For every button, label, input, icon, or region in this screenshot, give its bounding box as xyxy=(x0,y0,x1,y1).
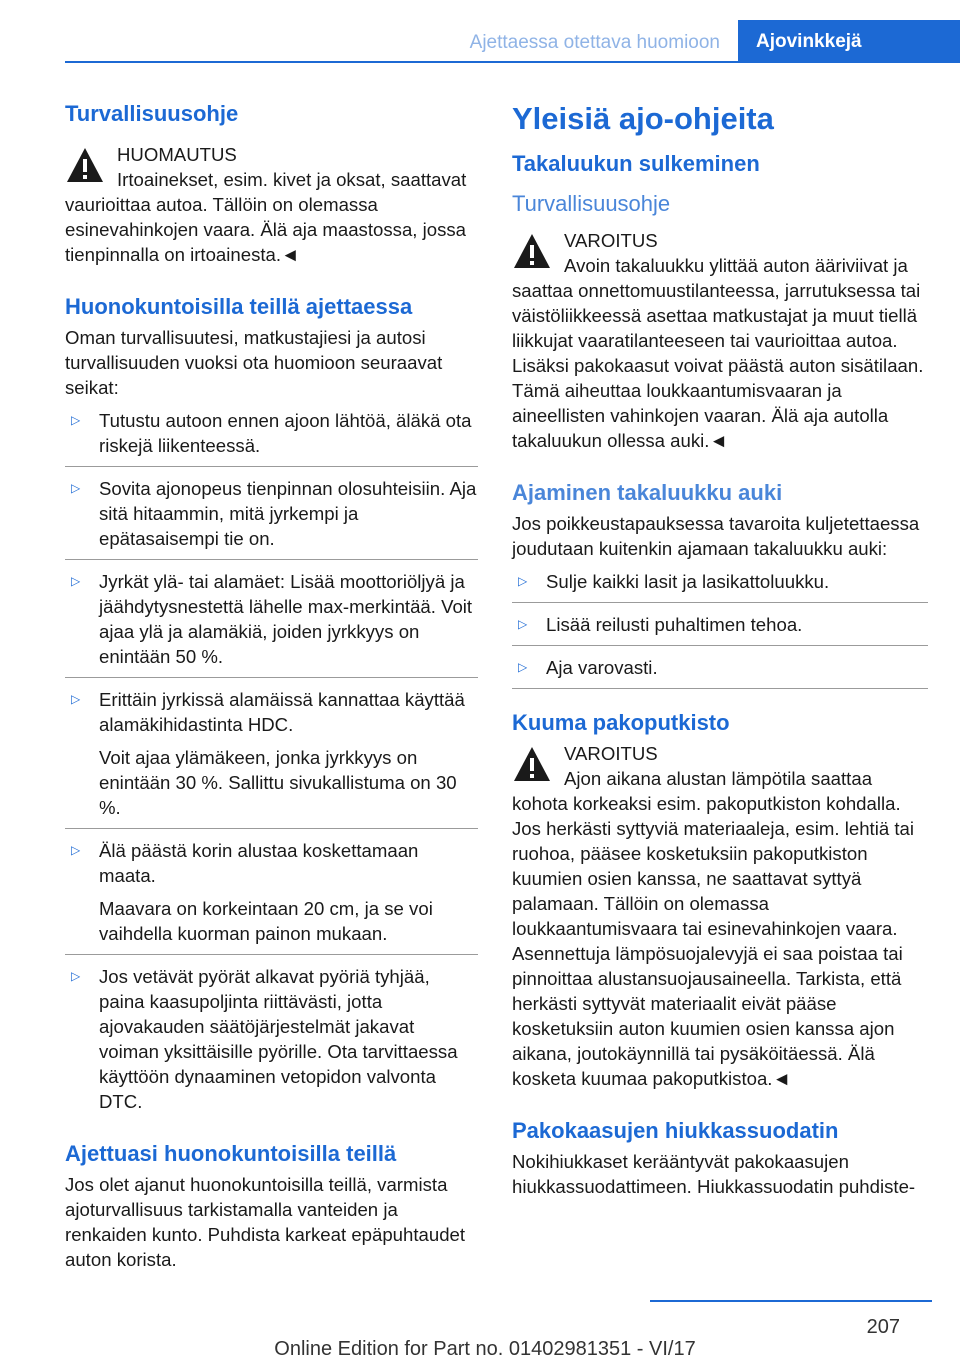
triangle-bullet-icon: ▷ xyxy=(71,574,81,588)
warning-icon xyxy=(512,232,552,270)
list-item: ▷ Sulje kaikki lasit ja lasikattoluukku. xyxy=(518,571,830,592)
bad-roads-list xyxy=(65,408,478,1114)
edition-line xyxy=(0,1338,960,1361)
page-number: 207 xyxy=(866,1316,900,1338)
list-item: ▷ Aja varovasti. xyxy=(512,645,928,689)
left-column xyxy=(65,100,478,1272)
list-item: ▷ Älä päästä korin alustaa koskettamaan maata. Maavara on korkeintaan 20 cm, ja se voi vaihdella kuorman painon mukaan. xyxy=(65,828,478,946)
after-bad-roads-text: Jos olet ajanut huonokuntoisilla teillä, varmista ajoturvallisuus tarkistamalla vanteiden ja renkaiden kunto. Puhdista karkeat epäpuhtaudet auton korista. xyxy=(65,1174,466,1270)
footer-rule xyxy=(650,1300,932,1302)
page-footer xyxy=(0,1300,960,1362)
notice-text: Irtoainekset, esim. kivet ja oksat, saattavat vaurioittaa autoa. Tällöin on olemassa esinevahinkojen vaara. Älä aja maastossa, jossa tienpinnalla on irtoainesta.◄ xyxy=(65,169,467,265)
triangle-bullet-icon: ▷ xyxy=(71,692,81,706)
safety-heading: Turvallisuusohje xyxy=(65,101,239,126)
bad-roads-heading: Huonokuntoisilla teillä ajettaessa xyxy=(65,294,413,319)
warning-title: VAROITUS xyxy=(564,743,658,764)
warning-box-tailgate xyxy=(512,228,928,453)
warning-text: Ajon aikana alustan lämpötila saattaa kohota korkeaksi esim. pakoputkiston kohdalla. Jos herkästi syttyviä materiaaleja, esim. lehtiä tai ruohoa, pääsee kosketuksiin pakoputkiston kuumien osien kanssa, ne saattavat syttyä palamaan. Tällöin on olemassa loukkaantumisvaara tai esinevahinkojen vaara. Asennettuja lämpösuojalevyjä ei saa poistaa tai pinnoittaa alustansuojausaineella. Tarkista, että herkästi syttyvät materiaalit eivät pääse kosketuksiin auton kuumien osien kanssa ajon aikana, joutokäynnillä tai pysäköitäessä. Älä kosketa kuumaa pakoputkistoa.◄ xyxy=(512,768,914,1089)
header-rule xyxy=(65,61,960,63)
after-bad-roads-heading: Ajettuasi huonokuntoisilla teillä xyxy=(65,1141,397,1166)
right-column xyxy=(512,100,928,1199)
triangle-bullet-icon: ▷ xyxy=(71,843,81,857)
triangle-bullet-icon: ▷ xyxy=(518,660,528,674)
open-tailgate-heading: Ajaminen takaluukku auki xyxy=(512,480,783,505)
open-tailgate-intro: Jos poikkeustapauksessa tavaroita kuljetettaessa joudutaan kuitenkin ajamaan takaluukku auki: xyxy=(512,513,920,559)
main-heading: Yleisiä ajo-ohjeita xyxy=(512,101,774,136)
list-item: ▷ Jos vetävät pyörät alkavat pyöriä tyhjää, paina kaasupoljinta riittävästi, jotta ajovakauden säätöjärjestelmät jakavat voiman yksittäisille pyörille. Ota tarvittaessa käyttöön dynaaminen vetopidon valvonta DTC. xyxy=(65,954,478,1114)
list-item: ▷ Erittäin jyrkissä alamäissä kannattaa käyttää alamäkihidastinta HDC. Voit ajaa ylämäkeen, jonka jyrkkyys on enintään 30 %. Sallittu sivukallistuma on 30 %. xyxy=(65,677,478,820)
bad-roads-intro: Oman turvallisuutesi, matkustajiesi ja autosi turvallisuuden vuoksi ota huomioon seuraavat seikat: xyxy=(65,327,443,398)
page-header xyxy=(0,0,960,62)
header-section-title: Ajettaessa otettava huomioon xyxy=(469,32,720,53)
triangle-bullet-icon: ▷ xyxy=(518,617,528,631)
header-chapter-tab: Ajovinkkejä xyxy=(738,20,960,62)
safety-heading-right: Turvallisuusohje xyxy=(512,191,671,216)
warning-title: VAROITUS xyxy=(564,230,658,251)
hot-exhaust-heading: Kuuma pakoputkisto xyxy=(512,710,730,735)
list-item: ▷ Sovita ajonopeus tienpinnan olosuhteisiin. Aja sitä hitaammin, mitä jyrkempi ja epätasaisempi tie on. xyxy=(65,466,478,551)
warning-box-exhaust xyxy=(512,741,928,1091)
list-item: ▷ Tutustu autoon ennen ajoon lähtöä, äläkä ota riskejä liikenteessä. xyxy=(71,410,472,456)
particle-filter-heading: Pakokaasujen hiukkassuodatin xyxy=(512,1118,839,1143)
warning-text: Avoin takaluukku ylittää auton ääriviivat ja saattaa onnettomuustilanteessa, jarrutuksessa tai väistöliikkeessä asettaa matkustajat ja muut tiellä liikkujat vaaratilanteeseen tai vaurioittaa autoa. Lisäksi pakokaasut voivat päästä auton sisätilaan. Tämä aiheuttaa loukkaantumisvaaran ja aineellisten vahinkojen vaaran. Älä aja autolla takaluukun ollessa auki.◄ xyxy=(512,255,924,451)
edition-text: Online Edition for Part no. 01402981351 - VI/17 xyxy=(274,1338,696,1360)
open-tailgate-list xyxy=(512,569,928,689)
triangle-bullet-icon: ▷ xyxy=(71,969,81,983)
list-item: ▷ Jyrkät ylä- tai alamäet: Lisää moottoriöljyä ja jäähdytysnestettä lähelle max-merkintää. Voit ajaa ylä ja alamäkiä, joiden jyrkkyys on enintään 50 %. xyxy=(65,559,478,669)
warning-icon xyxy=(65,146,105,184)
triangle-bullet-icon: ▷ xyxy=(518,574,528,588)
triangle-bullet-icon: ▷ xyxy=(71,413,81,427)
list-item: ▷ Lisää reilusti puhaltimen tehoa. xyxy=(512,602,928,637)
particle-filter-text: Nokihiukkaset kerääntyvät pakokaasujen hiukkassuodattimeen. Hiukkassuodatin puhdiste- xyxy=(512,1151,916,1197)
notice-title: HUOMAUTUS xyxy=(117,144,237,165)
triangle-bullet-icon: ▷ xyxy=(71,481,81,495)
notice-box xyxy=(65,142,478,267)
tailgate-heading: Takaluukun sulkeminen xyxy=(512,151,760,176)
warning-icon xyxy=(512,745,552,783)
